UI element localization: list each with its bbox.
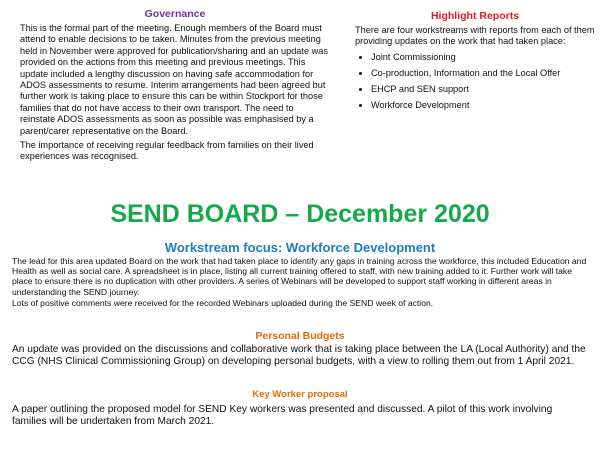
governance-paragraph-2: The importance of receiving regular feedback from families on their lived experiences was recognised. [20, 140, 314, 162]
list-item: • EHCP and SEN support [371, 84, 595, 95]
list-item: • Co-production, Information and the Local Offer [371, 68, 595, 79]
workstream-section [12, 240, 588, 308]
workstream-heading: Workstream focus: Workforce Development [164, 240, 436, 255]
list-item: • Workforce Development [371, 100, 595, 111]
highlight-reports-intro: There are four workstreams with reports from each of them providing updates on the work that had taken place: [355, 25, 595, 47]
page-title: SEND BOARD – December 2020 [110, 200, 490, 228]
workstream-paragraph-2: Lots of positive comments were received for the recorded Webinars uploaded during the SEND week of action. [12, 297, 434, 308]
personal-budgets-section [12, 330, 588, 368]
key-worker-paragraph: A paper outlining the proposed model for SEND Key workers was presented and discussed. A pilot of this work involving families will be undertaken from March 2021. [12, 404, 553, 428]
governance-section [20, 8, 330, 163]
key-worker-section [12, 389, 588, 428]
personal-budgets-heading: Personal Budgets [255, 330, 345, 342]
governance-heading: Governance [144, 8, 206, 20]
personal-budgets-paragraph: An update was provided on the discussions and collaborative work that is taking place between the LA (Local Authority) and the CCG (NHS Clinical Commissioning Group) on developing personal budgets, with a view to rolling them out from 1 April 2021. [12, 344, 586, 368]
highlight-reports-heading: Highlight Reports [430, 10, 520, 22]
workstream-paragraph-1: The lead for this area updated Board on the work that had taken place to identify any gaps in training across the workforce, this included Education and Health as well as social care. A spreadsheet is in place, listing all current training offered to staff, with new training added to it. Further work will take place to ensure there is no duplication with other providers. A series of Webinars will be developed to support staff working in different areas in understanding the SEND journey. [12, 256, 587, 297]
governance-paragraph-1: This is the formal part of the meeting. Enough members of the Board must attend to enable decisions to be taken. Minutes from the previous meeting held in November were approved for publication/sharing and an update was provided on the actions from this meeting and previous meetings. This update included a lengthy discussion on having safe accommodation for ADOS assessments to resume. Interim arrangements had been agreed but further work is taking place to ensure this can be within Stockport for those families that do not have access to their own transport. The need to reinstate ADOS assessments as soon as possible was emphasised by a parent/carer representative on the Board. [20, 23, 328, 136]
key-worker-heading: Key Worker proposal [252, 389, 348, 400]
list-item: • Joint Commissioning [371, 52, 595, 63]
workstream-list [355, 52, 595, 111]
highlight-reports-section [355, 10, 595, 116]
